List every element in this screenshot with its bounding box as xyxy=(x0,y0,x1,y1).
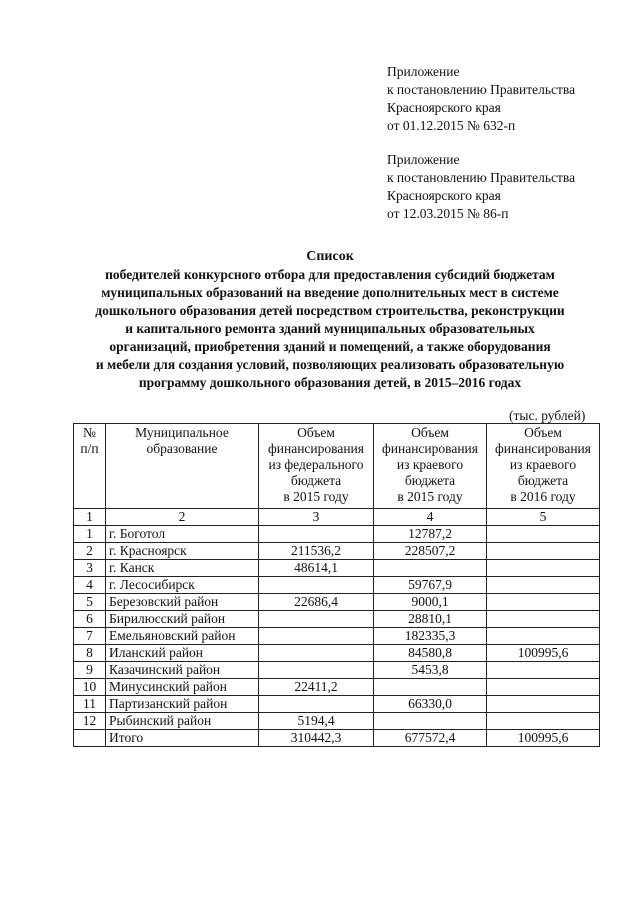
regional-2016-value xyxy=(487,543,600,560)
regional-2015-value xyxy=(374,713,487,730)
municipality-name: Березовский район xyxy=(106,594,259,611)
table-row xyxy=(74,560,600,577)
table-row xyxy=(74,526,600,543)
table-row xyxy=(74,628,600,645)
row-number xyxy=(74,730,106,747)
table-row xyxy=(74,679,600,696)
row-number: 9 xyxy=(74,662,106,679)
federal-2015-value: 22686,4 xyxy=(259,594,374,611)
federal-2015-value: 5194,4 xyxy=(259,713,374,730)
appendix-line: Приложение xyxy=(387,152,460,167)
municipality-name: Минусинский район xyxy=(106,679,259,696)
municipality-name: Казачинский район xyxy=(106,662,259,679)
row-number: 5 xyxy=(74,594,106,611)
regional-2015-value xyxy=(374,560,487,577)
regional-2015-value: 28810,1 xyxy=(374,611,487,628)
municipality-name: Бирилюсский район xyxy=(106,611,259,628)
table-row xyxy=(74,543,600,560)
municipality-name: г. Лесосибирск xyxy=(106,577,259,594)
header-text: образование xyxy=(146,441,218,456)
table-row xyxy=(74,611,600,628)
regional-2015-value: 228507,2 xyxy=(374,543,487,560)
row-number: 11 xyxy=(74,696,106,713)
column-index: 4 xyxy=(374,509,487,526)
title-line: и капитального ремонта зданий муниципальных образовательных xyxy=(125,321,535,336)
winners-table xyxy=(73,423,600,747)
header-text: в 2016 году xyxy=(510,489,576,504)
col-header-num xyxy=(74,424,106,509)
header-text: финансирования xyxy=(382,441,478,456)
municipality-name: г. Боготол xyxy=(106,526,259,543)
title-line: победителей конкурсного отбора для предоставления субсидий бюджетам xyxy=(105,267,555,282)
row-number: 7 xyxy=(74,628,106,645)
column-index-row xyxy=(74,509,600,526)
header-text: финансирования xyxy=(495,441,591,456)
header-text: № xyxy=(83,425,96,440)
title-line: муниципальных образований на введение дополнительных мест в системе xyxy=(101,285,559,300)
title-line: и мебели для создания условий, позволяющих реализовать образовательную xyxy=(95,357,565,372)
federal-2015-value: 48614,1 xyxy=(259,560,374,577)
total-label: Итого xyxy=(106,730,259,747)
municipality-name: Партизанский район xyxy=(106,696,259,713)
regional-2016-value xyxy=(487,611,600,628)
federal-2015-value xyxy=(259,577,374,594)
header-text: бюджета xyxy=(290,473,342,488)
regional-2016-value xyxy=(487,696,600,713)
document-title xyxy=(60,248,600,392)
regional-2015-value: 5453,8 xyxy=(374,662,487,679)
regional-2015-value: 59767,9 xyxy=(374,577,487,594)
appendix-line: к постановлению Правительства xyxy=(387,82,576,97)
municipality-name: г. Красноярск xyxy=(106,543,259,560)
regional-2016-value xyxy=(487,679,600,696)
federal-2015-value xyxy=(259,628,374,645)
title-line: дошкольного образования детей посредством строительства, реконструкции xyxy=(95,303,565,318)
regional-2015-value: 66330,0 xyxy=(374,696,487,713)
header-text: финансирования xyxy=(268,441,364,456)
appendix-line: Красноярского края xyxy=(387,100,501,115)
municipality-name: Рыбинский район xyxy=(106,713,259,730)
header-text: Муниципальное xyxy=(135,425,229,440)
header-text: бюджета xyxy=(517,473,569,488)
column-index: 5 xyxy=(487,509,600,526)
table-row xyxy=(74,696,600,713)
municipality-name: Иланский район xyxy=(106,645,259,662)
regional-2016-value xyxy=(487,577,600,594)
regional-2015-total: 677572,4 xyxy=(374,730,487,747)
header-text: из краевого xyxy=(509,457,577,472)
regional-2016-value xyxy=(487,560,600,577)
federal-2015-value xyxy=(259,611,374,628)
header-text: из краевого xyxy=(396,457,464,472)
federal-2015-value xyxy=(259,526,374,543)
header-text: бюджета xyxy=(404,473,456,488)
title-line: программу дошкольного образования детей, в 2015–2016 годах xyxy=(138,375,522,390)
regional-2015-value: 9000,1 xyxy=(374,594,487,611)
appendix-line: к постановлению Правительства xyxy=(387,170,576,185)
regional-2016-total: 100995,6 xyxy=(487,730,600,747)
column-index: 2 xyxy=(106,509,259,526)
title-heading: Список xyxy=(306,249,354,264)
regional-2016-value xyxy=(487,526,600,543)
row-number: 1 xyxy=(74,526,106,543)
appendix-line: от 12.03.2015 № 86-п xyxy=(387,206,509,221)
federal-2015-value xyxy=(259,696,374,713)
header-text: из федерального xyxy=(268,457,364,472)
table-row xyxy=(74,662,600,679)
table-header-row xyxy=(74,424,600,509)
row-number: 12 xyxy=(74,713,106,730)
header-text: Объем xyxy=(411,425,449,440)
appendix-note-2 xyxy=(387,151,575,223)
header-text: Объем xyxy=(297,425,335,440)
header-text: в 2015 году xyxy=(397,489,463,504)
table-row xyxy=(74,713,600,730)
appendix-line: Красноярского края xyxy=(387,188,501,203)
regional-2016-value xyxy=(487,713,600,730)
appendix-line: Приложение xyxy=(387,64,460,79)
row-number: 10 xyxy=(74,679,106,696)
regional-2016-value xyxy=(487,628,600,645)
total-row xyxy=(74,730,600,747)
col-header-municipality xyxy=(106,424,259,509)
federal-2015-total: 310442,3 xyxy=(259,730,374,747)
federal-2015-value xyxy=(259,645,374,662)
row-number: 4 xyxy=(74,577,106,594)
row-number: 6 xyxy=(74,611,106,628)
col-header-regional-2015 xyxy=(374,424,487,509)
regional-2015-value xyxy=(374,679,487,696)
regional-2015-value: 84580,8 xyxy=(374,645,487,662)
federal-2015-value xyxy=(259,662,374,679)
units-label: (тыс. рублей) xyxy=(509,408,586,423)
regional-2016-value xyxy=(487,662,600,679)
regional-2015-value: 12787,2 xyxy=(374,526,487,543)
column-index: 3 xyxy=(259,509,374,526)
municipality-name: Емельяновский район xyxy=(106,628,259,645)
col-header-federal-2015 xyxy=(259,424,374,509)
appendix-note-1 xyxy=(387,63,575,135)
municipality-name: г. Канск xyxy=(106,560,259,577)
regional-2015-value: 182335,3 xyxy=(374,628,487,645)
row-number: 2 xyxy=(74,543,106,560)
table-row xyxy=(74,594,600,611)
table-row xyxy=(74,577,600,594)
header-text: Объем xyxy=(524,425,562,440)
header-text: п/п xyxy=(80,441,99,456)
table-row xyxy=(74,645,600,662)
federal-2015-value: 22411,2 xyxy=(259,679,374,696)
header-text: в 2015 году xyxy=(283,489,349,504)
regional-2016-value xyxy=(487,594,600,611)
title-line: организаций, приобретения зданий и помещений, а также оборудования xyxy=(109,339,551,354)
regional-2016-value: 100995,6 xyxy=(487,645,600,662)
federal-2015-value: 211536,2 xyxy=(259,543,374,560)
col-header-regional-2016 xyxy=(487,424,600,509)
row-number: 8 xyxy=(74,645,106,662)
row-number: 3 xyxy=(74,560,106,577)
column-index: 1 xyxy=(74,509,106,526)
appendix-line: от 01.12.2015 № 632-п xyxy=(387,118,516,133)
